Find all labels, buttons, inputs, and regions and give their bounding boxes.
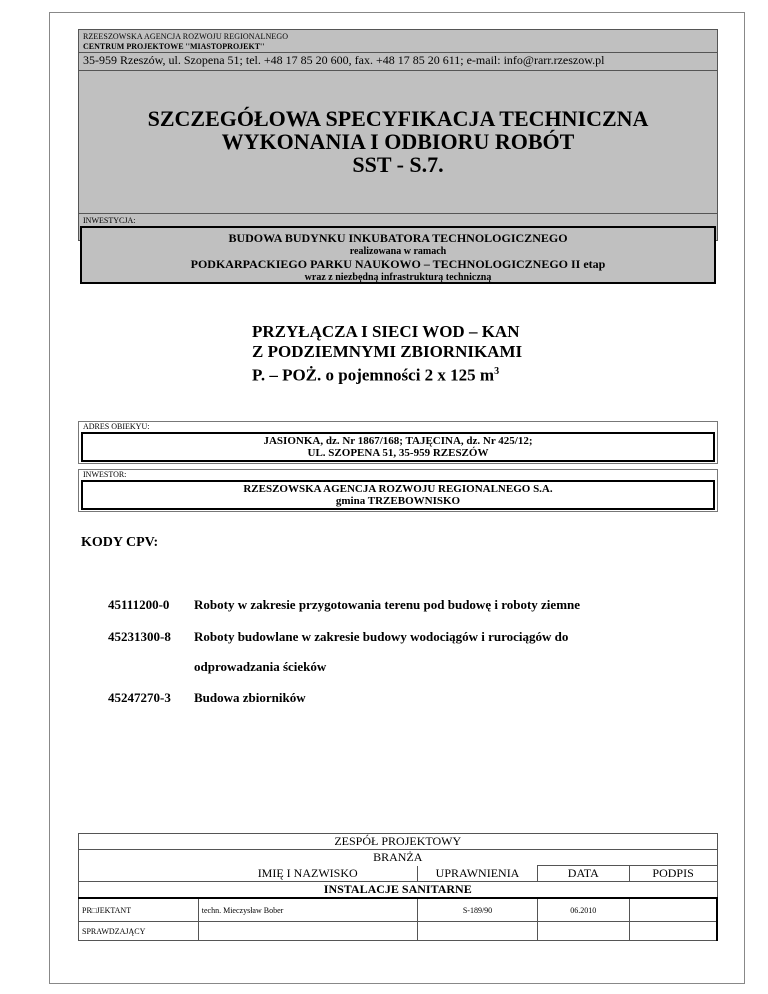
team-col-name: IMIĘ I NAZWISKO	[198, 866, 417, 882]
table-row-name: techn. Mieczysław Bober	[198, 898, 417, 922]
project-team-table	[78, 833, 718, 941]
cpv-heading: KODY CPV:	[81, 535, 159, 550]
doc-title-code: SST - S.7.	[352, 152, 444, 177]
org-address: 35-959 Rzeszów, ul. Szopena 51; tel. +48 17 85 20 600, fax. +48 17 85 20 611; e-mail: info@rarr.rzeszow.pl	[83, 53, 605, 67]
investment-box	[80, 226, 716, 284]
team-title: ZESPÓŁ PROJEKTOWY	[79, 834, 718, 850]
investor-line2: gmina TRZEBOWNISKO	[335, 495, 461, 507]
object-address-line1: JASIONKA, dz. Nr 1867/168; TAJĘCINA, dz. Nr 425/12;	[263, 435, 533, 447]
object-address-box	[81, 432, 715, 462]
table-row-date: 06.2010	[537, 898, 629, 922]
investor-frame	[78, 469, 718, 512]
doc-title-line2: WYKONANIA I ODBIORU ROBÓT	[221, 129, 575, 154]
divider	[79, 213, 717, 214]
investment-line3: PODKARPACKIEGO PARKU NAUKOWO – TECHNOLOGICZNEGO II etap	[190, 257, 606, 271]
subject-line3: P. – POŻ. o pojemności 2 x 125 $m^3$	[252, 365, 500, 385]
subject-line1: PRZYŁĄCZA I SIECI WOD – KAN	[252, 322, 520, 341]
investor-line1: RZESZOWSKA AGENCJA ROZWOJU REGIONALNEGO S.A.	[243, 483, 553, 495]
table-row-role: SPRAWDZAJĄCY	[79, 922, 199, 941]
header-block	[78, 29, 718, 241]
investment-line4: wraz z niezbędną infrastrukturą techniczną	[304, 272, 492, 283]
object-address-line2: UL. SZOPENA 51, 35-959 RZESZÓW	[307, 447, 489, 459]
investor-box	[81, 480, 715, 510]
team-col-role	[79, 866, 199, 882]
investment-line2: realizowana w ramach	[349, 246, 447, 257]
table-row-date	[537, 922, 629, 941]
cpv-item: 45111200-0 Roboty w zakresie przygotowania terenu pod budowę i roboty ziemne	[108, 597, 581, 612]
subject-line2: Z PODZIEMNYMI ZBIORNIKAMI	[252, 342, 523, 361]
team-discipline: INSTALACJE SANITARNE	[79, 882, 718, 899]
org-department: CENTRUM PROJEKTOWE ''MIASTOPROJEKT''	[83, 42, 265, 51]
object-address-label: ADRES OBIEKYU:	[83, 422, 150, 431]
table-row-name	[198, 922, 417, 941]
table-row-perm	[418, 922, 538, 941]
table-row-sign	[629, 922, 717, 941]
divider	[79, 70, 717, 71]
object-address-frame	[78, 421, 718, 464]
investment-line1: BUDOWA BUDYNKU INKUBATORA TECHNOLOGICZNEGO	[228, 231, 568, 245]
table-row-sign	[629, 898, 717, 922]
investment-label: INWESTYCJA:	[83, 216, 136, 225]
cpv-item: 45231300-8 Roboty budowlane w zakresie budowy wodociągów i rurociągów do	[108, 629, 569, 644]
table-row-role: PR□JEKTANT	[79, 898, 199, 922]
team-col-sign: PODPIS	[629, 866, 717, 882]
team-col-perm: UPRAWNIENIA	[418, 866, 538, 882]
team-branch: BRANŻA	[79, 850, 718, 866]
doc-title-line1: SZCZEGÓŁOWA SPECYFIKACJA TECHNICZNA	[147, 106, 649, 131]
cpv-item-continued: odprowadzania ścieków	[194, 659, 327, 674]
org-name: RZEESZOWSKA AGENCJA ROZWOJU REGIONALNEGO	[83, 32, 289, 41]
cpv-item: 45247270-3 Budowa zbiorników	[108, 690, 306, 705]
table-row-perm: S-189/90	[418, 898, 538, 922]
team-col-date: DATA	[537, 866, 629, 882]
investor-label: INWESTOR:	[83, 470, 127, 479]
